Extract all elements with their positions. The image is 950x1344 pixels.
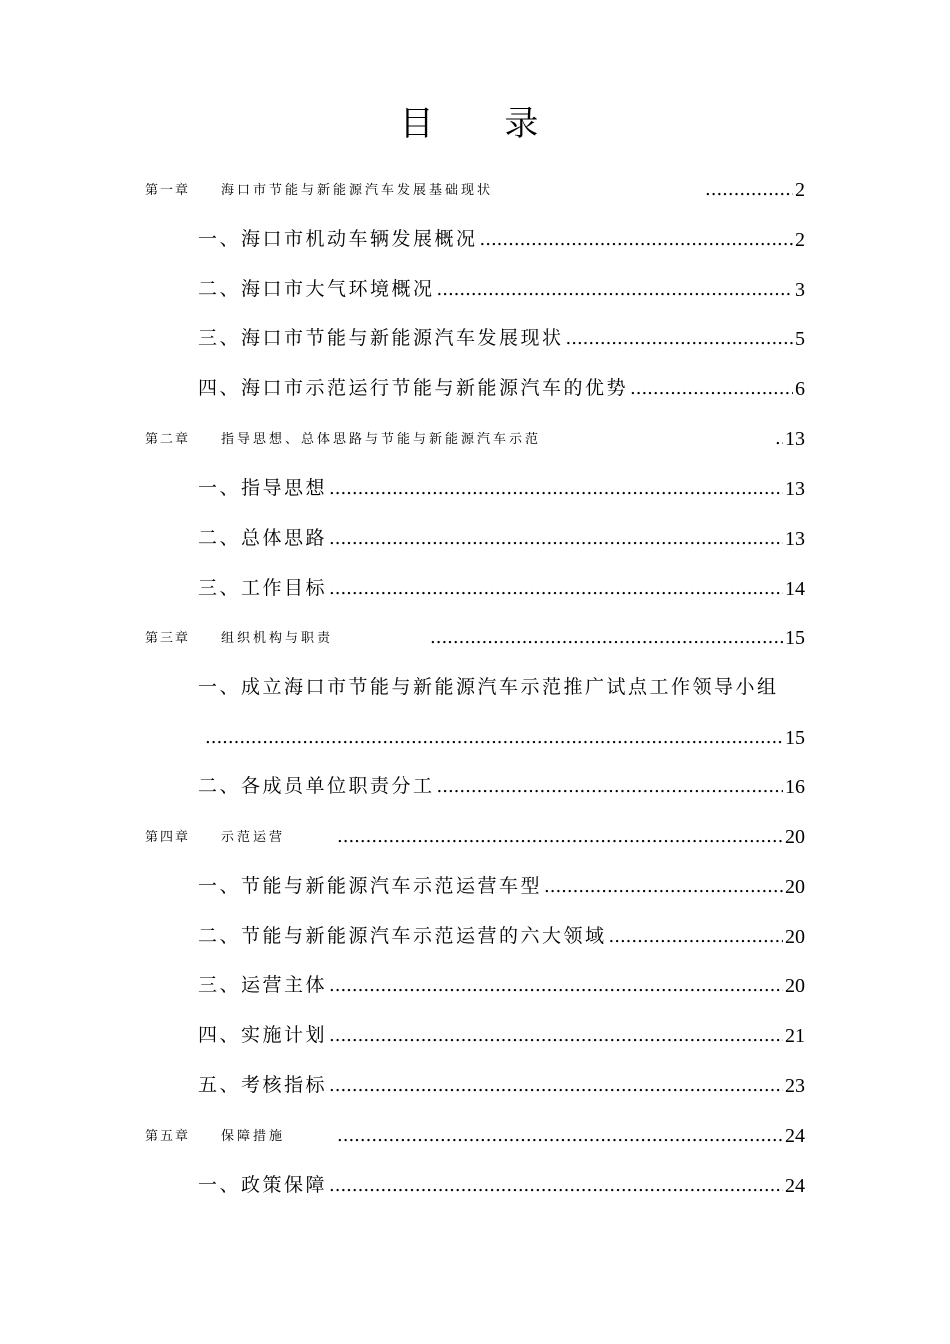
dot-leader (337, 1124, 783, 1148)
toc-section-continuation[interactable] (203, 720, 805, 750)
page-number: 20 (785, 975, 805, 997)
dot-leader (329, 1074, 783, 1098)
section-title: 一、节能与新能源汽车示范运营车型 (198, 875, 543, 897)
toc-section[interactable] (198, 1068, 805, 1098)
page-number: 2 (795, 229, 805, 251)
page-title: 目 录 (399, 104, 569, 144)
section-title: 二、总体思路 (198, 527, 328, 549)
page-number: 5 (795, 328, 805, 350)
toc-chapter-5[interactable] (145, 1118, 805, 1148)
toc-chapter-2[interactable] (145, 421, 805, 451)
toc-chapter-1[interactable] (145, 172, 805, 202)
dot-leader (705, 178, 793, 202)
dot-leader (329, 577, 783, 601)
toc-section[interactable] (198, 521, 805, 551)
toc-section[interactable] (198, 919, 805, 949)
chapter-title: 组织机构与职责 (221, 631, 334, 646)
chapter-label: 第三章 (145, 631, 191, 646)
toc-section[interactable] (198, 471, 805, 501)
toc-section[interactable] (198, 272, 805, 302)
chapter-label: 第四章 (145, 830, 191, 845)
page-number: 20 (785, 926, 805, 948)
section-title: 三、海口市节能与新能源汽车发展现状 (198, 327, 564, 349)
page-number: 2 (795, 179, 805, 201)
dot-leader (337, 825, 783, 849)
toc-section[interactable] (198, 968, 805, 998)
page-number: 13 (785, 528, 805, 550)
page-number: 13 (785, 428, 805, 450)
page-number: 13 (785, 478, 805, 500)
section-title: 四、实施计划 (198, 1024, 328, 1046)
section-title: 二、节能与新能源汽车示范运营的六大领域 (198, 925, 607, 947)
toc-section[interactable] (198, 371, 805, 401)
section-title: 一、海口市机动车辆发展概况 (198, 228, 478, 250)
toc-section[interactable] (198, 571, 805, 601)
page-number: 20 (785, 876, 805, 898)
dot-leader (329, 527, 783, 551)
section-title: 三、运营主体 (198, 974, 328, 996)
section-title: 五、考核指标 (198, 1074, 328, 1096)
dot-leader (329, 1174, 783, 1198)
section-title: 二、海口市大气环境概况 (198, 278, 435, 300)
page-number: 16 (785, 776, 805, 798)
chapter-label: 第五章 (145, 1129, 191, 1144)
dot-leader (480, 228, 793, 252)
chapter-title: 示范运营 (221, 830, 286, 845)
chapter-label: 第二章 (145, 432, 191, 447)
section-title: 四、海口市示范运行节能与新能源汽车的优势 (198, 377, 629, 399)
toc-section[interactable] (198, 869, 805, 899)
toc-section[interactable] (198, 1168, 805, 1198)
toc-section[interactable] (198, 670, 805, 700)
page-number: 24 (785, 1175, 805, 1197)
dot-leader (630, 377, 793, 401)
chapter-title: 指导思想、总体思路与节能与新能源汽车示范 (221, 432, 542, 447)
chapter-title: 海口市节能与新能源汽车发展基础现状 (221, 183, 494, 198)
toc-chapter-4[interactable] (145, 819, 805, 849)
dot-leader (329, 1024, 783, 1048)
page-number: 24 (785, 1125, 805, 1147)
dot-leader (609, 925, 783, 949)
page-number: 23 (785, 1075, 805, 1097)
toc-section[interactable] (198, 321, 805, 351)
dot-leader (544, 875, 783, 899)
dot-leader (329, 974, 783, 998)
toc-section[interactable] (198, 222, 805, 252)
page-number: 15 (785, 727, 805, 749)
toc-section[interactable] (198, 769, 805, 799)
page-number: 20 (785, 826, 805, 848)
dot-leader (205, 726, 783, 750)
dot-leader (437, 775, 783, 799)
page-number: 15 (785, 627, 805, 649)
section-title: 二、各成员单位职责分工 (198, 775, 435, 797)
section-title: 三、工作目标 (198, 577, 328, 599)
dot-leader (775, 427, 783, 451)
toc-section[interactable] (198, 1018, 805, 1048)
dot-leader (430, 626, 783, 650)
page-number: 14 (785, 578, 805, 600)
page-number: 3 (795, 279, 805, 301)
dot-leader (437, 278, 793, 302)
dot-leader (329, 477, 783, 501)
section-title: 一、指导思想 (198, 477, 328, 499)
toc-chapter-3[interactable] (145, 620, 805, 650)
dot-leader (566, 327, 793, 351)
chapter-label: 第一章 (145, 183, 191, 198)
chapter-title: 保障措施 (221, 1129, 286, 1144)
page-number: 21 (785, 1025, 805, 1047)
section-title: 一、政策保障 (198, 1174, 328, 1196)
page-number: 6 (795, 378, 805, 400)
section-title: 一、成立海口市节能与新能源汽车示范推广试点工作领导小组 (198, 676, 779, 698)
